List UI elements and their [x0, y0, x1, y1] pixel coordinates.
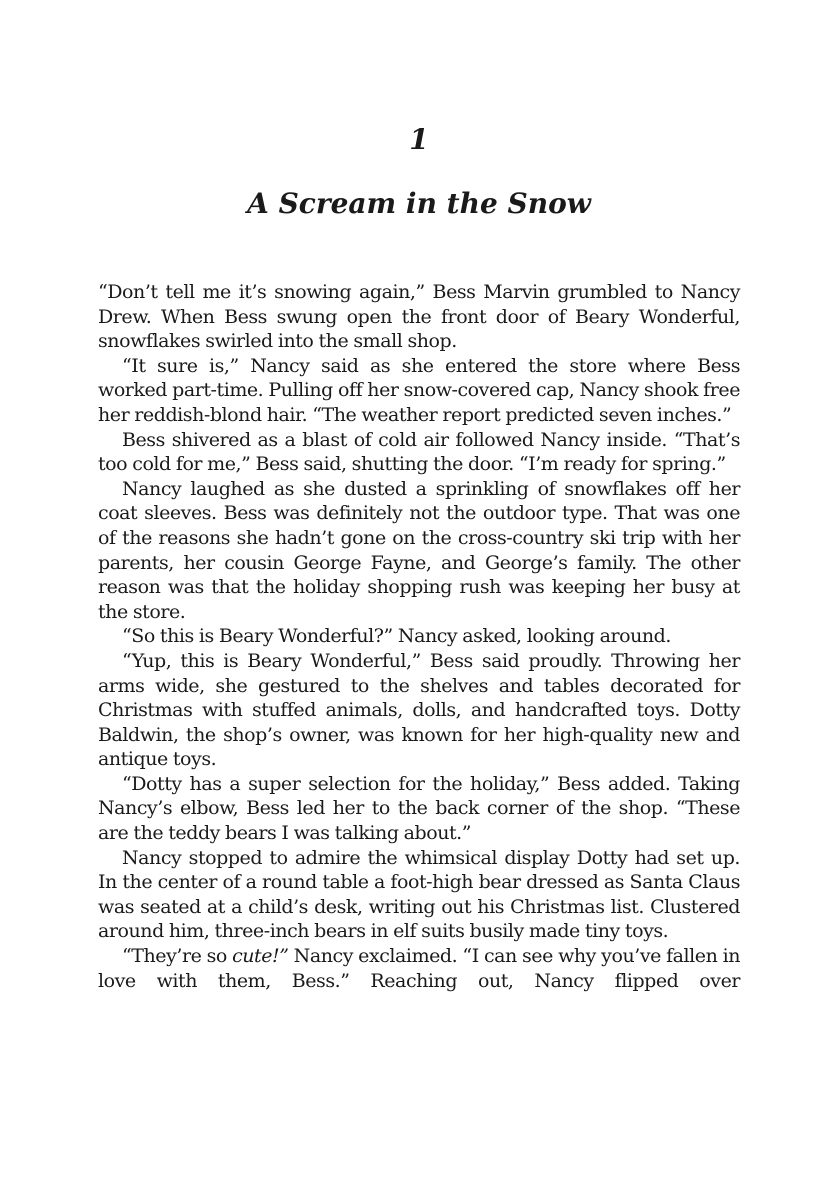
paragraph-8: Nancy stopped to admire the whimsical display Dotty had set up. In the center of a round table a foot-high bear dressed as Santa Claus was seated at a child’s desk, writing out his Christmas list. Clustered around him, three-inch bears in elf suits busily made tiny toys.: [98, 846, 740, 943]
paragraph-9-start: “They’re so: [122, 945, 233, 968]
paragraph-9-emphasis: cute!”: [232, 945, 289, 968]
paragraph-2: “It sure is,” Nancy said as she entered the store where Bess worked part-time. Pulling off her snow-covered cap, Nancy shook free her reddish-blond hair. “The weather report predicted seven inches.”: [98, 354, 740, 426]
paragraph-4: Nancy laughed as she dusted a sprinkling of snowflakes off her coat sleeves. Bess was definitely not the outdoor type. That was one of the reasons she hadn’t gone on the cross-country ski trip with her parents, her cousin George Fayne, and George’s family. The other reason was that the holiday shopping rush was keeping her busy at the store.: [98, 477, 740, 623]
paragraph-7: “Dotty has a super selection for the holiday,” Bess added. Taking Nancy’s elbow, Bess led her to the back corner of the shop. “These are the teddy bears I was talking about.”: [98, 772, 740, 845]
paragraph-5: “So this is Beary Wonderful?” Nancy asked, looking around.: [122, 625, 671, 648]
chapter-number: 1: [409, 123, 429, 156]
paragraph-9-end: Nancy exclaimed. “I can see why you’ve fallen in love with them, Bess.” Reaching out, Nancy flipped over: [98, 945, 740, 992]
paragraph-9: [98, 944, 740, 993]
paragraph-1: “Don’t tell me it’s snowing again,” Bess Marvin grumbled to Nancy Drew. When Bess swung open the front door of Beary Wonderful, snowflakes swirled into the small shop.: [98, 281, 740, 353]
paragraph-6: “Yup, this is Beary Wonderful,” Bess said proudly. Throwing her arms wide, she gestured to the shelves and tables decorated for Christmas with stuffed animals, dolls, and handcrafted toys. Dotty Baldwin, the shop’s owner, was known for her high-quality new and antique toys.: [98, 649, 740, 771]
paragraph-3: Bess shivered as a blast of cold air followed Nancy inside. “That’s too cold for me,” Bess said, shutting the door. “I’m ready for spring.”: [98, 428, 740, 476]
chapter-title: A Scream in the Snow: [247, 187, 591, 220]
chapter-body: [98, 280, 740, 993]
